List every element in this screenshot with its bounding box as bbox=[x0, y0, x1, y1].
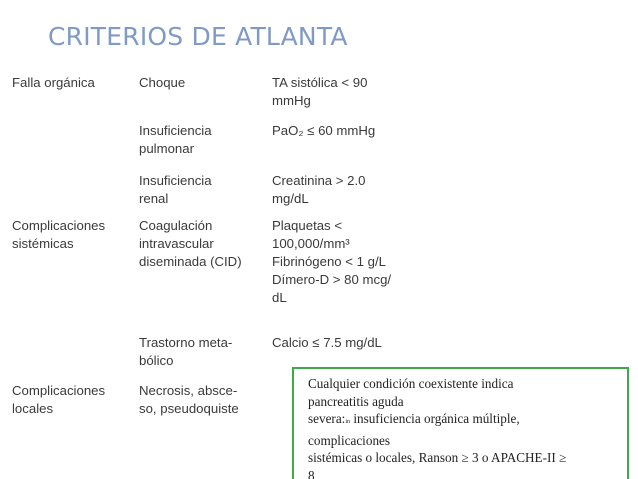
row-threshold: Plaquetas < 100,000/mm³ Fibrinógeno < 1 g/L Dímero-D > 80 mcg/ dL bbox=[272, 218, 392, 305]
row-criterion: Choque bbox=[139, 75, 186, 90]
row-category: Complicaciones locales bbox=[12, 383, 106, 416]
row-threshold: PaO₂ ≤ 60 mmHg bbox=[272, 123, 376, 138]
page-title: CRITERIOS DE ATLANTA bbox=[48, 22, 348, 51]
row-category: Falla orgánica bbox=[12, 75, 95, 90]
row-criterion: Insuficiencia renal bbox=[139, 173, 212, 206]
severity-note-box bbox=[292, 367, 629, 479]
note-line: severa:in insuficiencia orgánica múltiple, bbox=[308, 411, 520, 426]
row-criterion: Necrosis, absce- so, pseudoquiste bbox=[139, 383, 239, 416]
row-criterion: Trastorno meta- bólico bbox=[139, 335, 233, 368]
note-line: complicaciones bbox=[308, 432, 391, 448]
note-line: Cualquier condición coexistente indica bbox=[308, 376, 514, 391]
note-line: sistémicas o locales, Ranson ≥ 3 o APACHE-II ≥ bbox=[308, 450, 567, 465]
note-line: 8 bbox=[308, 467, 315, 479]
note-line: pancreatitis aguda bbox=[308, 393, 404, 409]
row-threshold: TA sistólica < 90 mmHg bbox=[272, 75, 368, 108]
row-threshold: Creatinina > 2.0 mg/dL bbox=[272, 173, 366, 206]
row-criterion: Coagulación intravascular diseminada (CID) bbox=[139, 218, 242, 269]
row-criterion: Insuficiencia pulmonar bbox=[139, 123, 212, 156]
row-category: Complicaciones sistémicas bbox=[12, 218, 106, 251]
row-threshold: Calcio ≤ 7.5 mg/dL bbox=[272, 335, 382, 350]
